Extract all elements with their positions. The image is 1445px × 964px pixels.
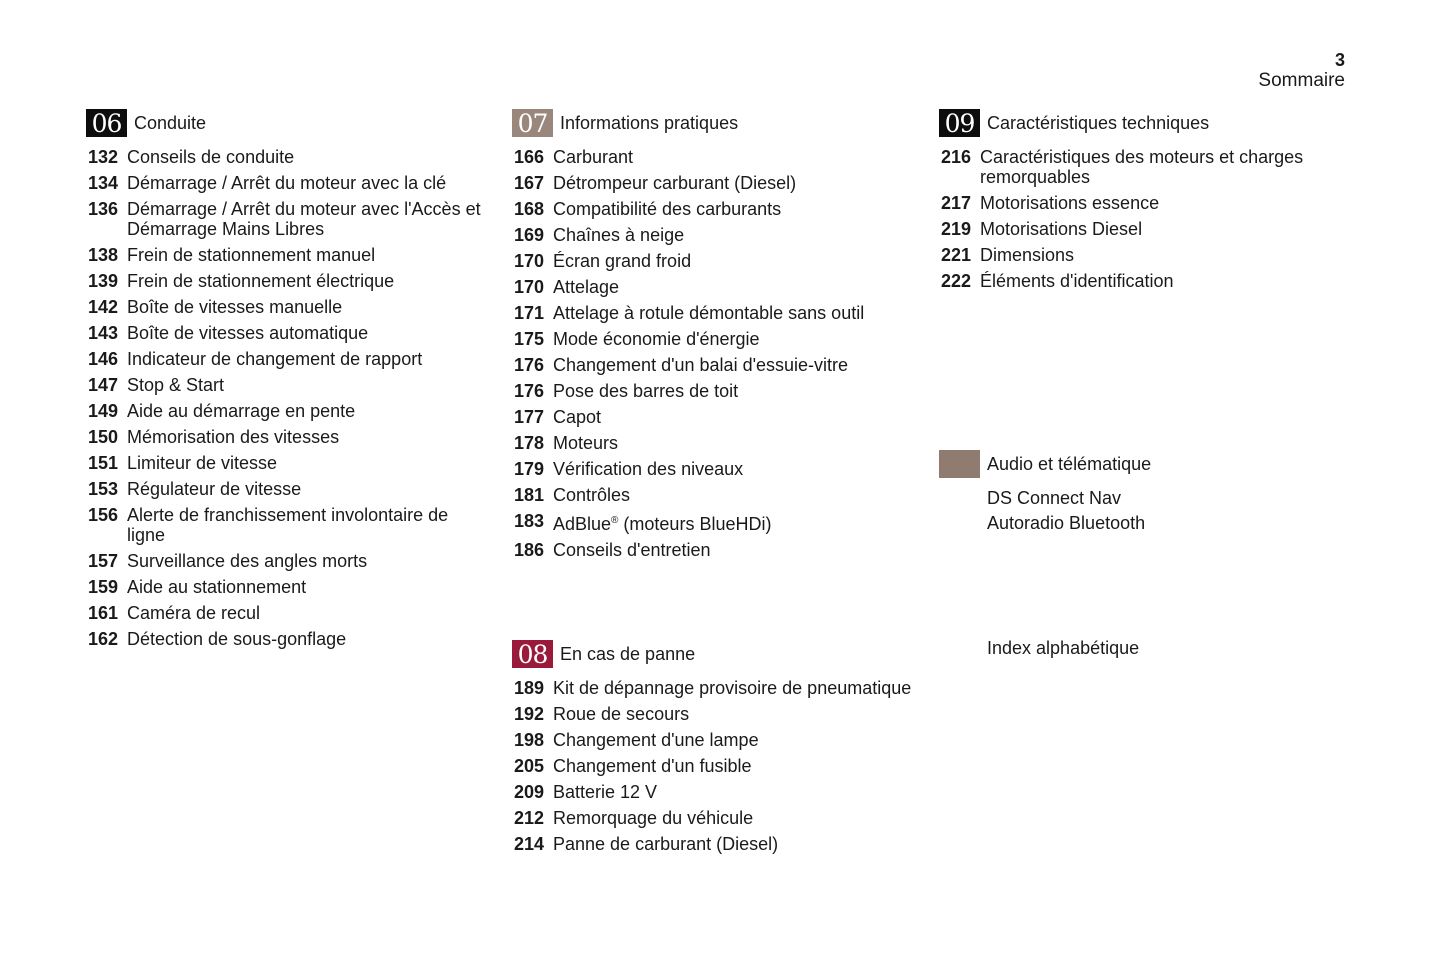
toc-entry-label: Régulateur de vitesse	[127, 479, 302, 499]
toc-entry-label: Vérification des niveaux	[553, 459, 744, 479]
toc-page-number: 147	[88, 375, 119, 395]
toc-entry-label: Détrompeur carburant (Diesel)	[553, 173, 797, 193]
chapter-badge-blank	[939, 450, 980, 478]
toc-page-number: 222	[941, 271, 972, 291]
toc-page-number: 149	[88, 401, 119, 421]
toc-entry[interactable]	[512, 704, 912, 724]
section-header	[512, 640, 912, 668]
toc-page-number: 168	[514, 199, 545, 219]
section-title[interactable]: Caractéristiques techniques	[987, 113, 1210, 133]
toc-page-number: 157	[88, 551, 119, 571]
toc-page-number: 219	[941, 219, 972, 239]
toc-entry[interactable]	[512, 540, 912, 560]
section-en-cas-de-panne	[512, 640, 912, 860]
toc-entry-label: Carburant	[553, 147, 634, 167]
toc-entry-label: Remorquage du véhicule	[553, 808, 754, 828]
toc-page-number: 179	[514, 459, 545, 479]
toc-entry-label: Mode économie d'énergie	[553, 329, 760, 349]
toc-entry[interactable]	[512, 329, 912, 349]
toc-entry[interactable]	[86, 271, 486, 291]
toc-page-number: 214	[514, 834, 545, 854]
toc-entry[interactable]	[86, 577, 486, 597]
page-title: Sommaire	[1258, 70, 1345, 91]
toc-entry-label: Mémorisation des vitesses	[127, 427, 340, 447]
toc-page-number: 178	[514, 433, 545, 453]
toc-list	[86, 147, 486, 649]
toc-list	[512, 147, 912, 560]
toc-list	[512, 678, 912, 854]
toc-entry[interactable]	[939, 193, 1339, 213]
toc-page-number: 162	[88, 629, 119, 649]
page-header	[1258, 50, 1345, 92]
toc-list	[939, 147, 1339, 291]
toc-page-number: 159	[88, 577, 119, 597]
toc-entry[interactable]	[512, 303, 912, 323]
toc-entry-label: Démarrage / Arrêt du moteur avec la clé	[127, 173, 447, 193]
toc-entry[interactable]	[86, 505, 486, 545]
toc-entry[interactable]	[939, 245, 1339, 265]
toc-entry-label: Panne de carburant (Diesel)	[553, 834, 779, 854]
toc-page-number: 138	[88, 245, 119, 265]
toc-entry-label: Caméra de recul	[127, 603, 261, 623]
toc-entry-label: Pose des barres de toit	[553, 381, 739, 401]
toc-page-number: 183	[514, 511, 545, 531]
toc-entry[interactable]	[939, 147, 1339, 187]
toc-page-number: 132	[88, 147, 119, 167]
toc-entry-label: Surveillance des angles morts	[127, 551, 368, 571]
toc-page-number: 170	[514, 251, 545, 271]
toc-entry-label: Alerte de franchissement involontaire de ligne	[127, 505, 449, 545]
toc-page-number: 167	[514, 173, 545, 193]
toc-entry[interactable]	[512, 678, 912, 698]
toc-entry-label: Changement d'une lampe	[553, 730, 759, 750]
toc-entry-label: Frein de stationnement manuel	[127, 245, 376, 265]
toc-entry[interactable]	[512, 147, 912, 167]
toc-page-number: 216	[941, 147, 972, 167]
toc-page-number: 181	[514, 485, 545, 505]
toc-page-number: 217	[941, 193, 972, 213]
toc-entry[interactable]	[512, 199, 912, 219]
toc-page-number: 171	[514, 303, 545, 323]
toc-page-number: 156	[88, 505, 119, 525]
toc-entry[interactable]	[512, 251, 912, 271]
toc-page-number: 221	[941, 245, 972, 265]
toc-page-number: 143	[88, 323, 119, 343]
toc-page-number: 166	[514, 147, 545, 167]
toc-page-number: 139	[88, 271, 119, 291]
toc-entry[interactable]	[512, 782, 912, 802]
toc-entry[interactable]	[86, 603, 486, 623]
toc-entry-label: Aide au stationnement	[127, 577, 307, 597]
section-conduite	[86, 109, 486, 655]
registered-mark: ®	[611, 515, 619, 526]
toc-entry[interactable]	[939, 271, 1339, 291]
section-title[interactable]: Informations pratiques	[560, 113, 739, 133]
toc-entry[interactable]	[512, 355, 912, 375]
toc-entry-label: Kit de dépannage provisoire de pneumatique	[553, 678, 912, 698]
toc-entry[interactable]	[512, 277, 912, 297]
toc-entry[interactable]	[512, 225, 912, 245]
toc-entry-label: Dimensions	[980, 245, 1075, 265]
toc-entry[interactable]	[512, 730, 912, 750]
toc-page-number: 153	[88, 479, 119, 499]
section-title[interactable]: Conduite	[134, 113, 207, 133]
toc-page-number: 151	[88, 453, 119, 473]
toc-page-number: 186	[514, 540, 545, 560]
toc-entry-label: Boîte de vitesses manuelle	[127, 297, 343, 317]
toc-entry[interactable]	[512, 459, 912, 479]
toc-entry[interactable]	[512, 173, 912, 193]
section-caracteristiques-techniques	[939, 109, 1339, 297]
toc-page-number: 176	[514, 381, 545, 401]
toc-page-number: 175	[514, 329, 545, 349]
toc-page-number: 142	[88, 297, 119, 317]
toc-page-number: 189	[514, 678, 545, 698]
toc-page-number: 209	[514, 782, 545, 802]
section-title[interactable]: Audio et télématique	[987, 454, 1152, 474]
toc-entry-label: Batterie 12 V	[553, 782, 658, 802]
section-audio-telematique	[939, 450, 1339, 538]
section-header	[512, 109, 912, 137]
toc-entry[interactable]	[512, 381, 912, 401]
toc-entry-label: Moteurs	[553, 433, 619, 453]
chapter-badge: 06	[86, 109, 127, 137]
section-title[interactable]: En cas de panne	[560, 644, 696, 664]
toc-entry[interactable]	[512, 808, 912, 828]
toc-entry[interactable]	[512, 485, 912, 505]
toc-entry-label: Détection de sous-gonflage	[127, 629, 347, 649]
toc-entry-label: Boîte de vitesses automatique	[127, 323, 369, 343]
audio-item-ds-connect-nav[interactable]: DS Connect Nav	[987, 488, 1122, 508]
toc-entry-label: Contrôles	[553, 485, 631, 505]
section-header	[939, 450, 1339, 478]
audio-item-autoradio-bluetooth[interactable]: Autoradio Bluetooth	[987, 513, 1146, 533]
toc-entry[interactable]	[86, 297, 486, 317]
toc-entry-label: Chaînes à neige	[553, 225, 685, 245]
toc-entry[interactable]	[512, 756, 912, 776]
toc-entry-label: Écran grand froid	[553, 251, 692, 271]
toc-entry[interactable]	[512, 433, 912, 453]
toc-page-number: 134	[88, 173, 119, 193]
toc-entry[interactable]	[86, 453, 486, 473]
toc-entry-label: Changement d'un balai d'essuie-vitre	[553, 355, 849, 375]
index-link[interactable]: Index alphabétique	[987, 638, 1140, 658]
section-index	[987, 637, 1139, 659]
page-number: 3	[1334, 50, 1345, 70]
toc-entry[interactable]	[86, 245, 486, 265]
toc-entry-label: Conseils d'entretien	[553, 540, 711, 560]
toc-entry-label-text: AdBlue	[553, 514, 612, 534]
toc-entry[interactable]	[86, 323, 486, 343]
toc-entry-label	[553, 511, 912, 534]
toc-entry[interactable]	[86, 479, 486, 499]
toc-entry-label: Caractéristiques des moteurs et charges remorquables	[980, 147, 1304, 187]
toc-entry[interactable]	[86, 375, 486, 395]
toc-entry-label: Changement d'un fusible	[553, 756, 752, 776]
section-header	[939, 109, 1339, 137]
toc-entry-label: Attelage	[553, 277, 620, 297]
audio-list	[939, 488, 1339, 533]
toc-page-number: 176	[514, 355, 545, 375]
toc-entry[interactable]	[939, 219, 1339, 239]
toc-entry-label: Démarrage / Arrêt du moteur avec l'Accès et Démarrage Mains Libres	[127, 199, 481, 239]
toc-entry-label: Aide au démarrage en pente	[127, 401, 356, 421]
toc-entry[interactable]	[86, 173, 486, 193]
toc-page-number: 170	[514, 277, 545, 297]
toc-entry-label: Motorisations essence	[980, 193, 1160, 213]
toc-entry-label: Capot	[553, 407, 602, 427]
toc-entry[interactable]	[86, 147, 486, 167]
toc-page-number: 192	[514, 704, 545, 724]
toc-page-number: 150	[88, 427, 119, 447]
toc-entry-label-suffix: (moteurs BlueHDi)	[618, 514, 772, 534]
toc-entry[interactable]	[86, 427, 486, 447]
toc-entry[interactable]	[86, 401, 486, 421]
toc-entry[interactable]	[86, 199, 486, 239]
toc-entry-label: Éléments d'identification	[980, 271, 1174, 291]
toc-page-number: 169	[514, 225, 545, 245]
toc-page-number: 198	[514, 730, 545, 750]
chapter-badge: 07	[512, 109, 553, 137]
toc-entry[interactable]	[512, 834, 912, 854]
toc-entry-label: Roue de secours	[553, 704, 690, 724]
toc-entry-label: Indicateur de changement de rapport	[127, 349, 423, 369]
toc-entry-label: Compatibilité des carburants	[553, 199, 782, 219]
toc-page-number: 177	[514, 407, 545, 427]
toc-entry[interactable]	[86, 349, 486, 369]
toc-entry-label: Frein de stationnement électrique	[127, 271, 395, 291]
toc-entry[interactable]	[512, 511, 912, 534]
toc-entry[interactable]	[86, 551, 486, 571]
toc-entry-label: Limiteur de vitesse	[127, 453, 278, 473]
toc-page-number: 146	[88, 349, 119, 369]
toc-entry-label: Motorisations Diesel	[980, 219, 1143, 239]
toc-page-number: 161	[88, 603, 119, 623]
toc-page-number: 205	[514, 756, 545, 776]
toc-entry[interactable]	[86, 629, 486, 649]
section-informations-pratiques	[512, 109, 912, 566]
toc-entry-label: Stop & Start	[127, 375, 225, 395]
toc-entry-label: Attelage à rotule démontable sans outil	[553, 303, 865, 323]
toc-entry[interactable]	[512, 407, 912, 427]
chapter-badge: 09	[939, 109, 980, 137]
section-header	[86, 109, 486, 137]
toc-page-number: 136	[88, 199, 119, 219]
toc-entry-label: Conseils de conduite	[127, 147, 295, 167]
chapter-badge: 08	[512, 640, 553, 668]
toc-page-number: 212	[514, 808, 545, 828]
